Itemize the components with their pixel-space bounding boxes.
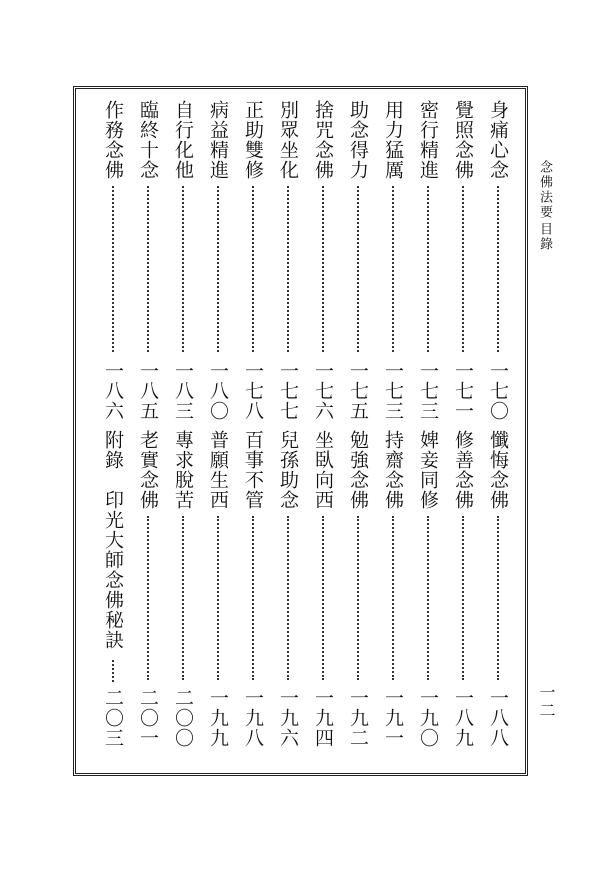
toc-entry-title: 正助雙修 <box>242 100 264 180</box>
leader-dots <box>427 516 429 680</box>
book-title: 念佛法要 <box>537 160 552 220</box>
leader-dots <box>287 186 289 352</box>
toc-entry-title: 懺悔念佛 <box>487 430 509 510</box>
toc-entry-title: 捨咒念佛 <box>312 100 334 180</box>
toc-entry-page: 二〇〇 <box>172 688 194 748</box>
toc-entry-page: 一九六 <box>277 688 299 748</box>
toc-entry-title: 助念得力 <box>347 100 369 180</box>
toc-entry-title: 密行精進 <box>417 100 439 180</box>
leader-dots <box>462 186 464 352</box>
toc-entry-page: 一七七 <box>277 361 299 421</box>
leader-dots <box>322 516 324 680</box>
leader-dots <box>357 516 359 680</box>
toc-entry-page: 一八〇 <box>207 361 229 421</box>
toc-entry-page: 一七三 <box>417 361 439 421</box>
toc-entry-page: 一九二 <box>347 688 369 748</box>
toc-entry-page: 一九一 <box>382 688 404 748</box>
toc-entry-page: 一八九 <box>452 688 474 748</box>
leader-dots <box>392 516 394 680</box>
leader-dots <box>392 186 394 352</box>
toc-entry-title: 老實念佛 <box>137 430 159 510</box>
toc-entry-page: 一七〇 <box>487 361 509 421</box>
toc-entry-page: 二〇三 <box>102 688 124 748</box>
leader-dots <box>112 660 114 682</box>
toc-entry-page: 一八八 <box>487 688 509 748</box>
leader-dots <box>112 186 114 352</box>
toc-entry-title: 覺照念佛 <box>452 100 474 180</box>
toc-entry-title: 用力猛厲 <box>382 100 404 180</box>
leader-dots <box>427 186 429 352</box>
toc-entry-page: 一九八 <box>242 688 264 748</box>
toc-entry-page: 一七一 <box>452 361 474 421</box>
toc-entry-page: 一八五 <box>137 361 159 421</box>
toc-entry-title: 普願生西 <box>207 430 229 510</box>
leader-dots <box>147 186 149 352</box>
toc-entry-title: 勉強念佛 <box>347 430 369 510</box>
toc-entry-title: 專求脫苦 <box>172 430 194 510</box>
toc-entry-title: 作務念佛 <box>102 100 124 180</box>
toc-entry-title: 百事不管 <box>242 430 264 510</box>
leader-dots <box>287 516 289 680</box>
toc-entry-title: 修善念佛 <box>452 430 474 510</box>
leader-dots <box>462 516 464 680</box>
leader-dots <box>217 516 219 680</box>
toc-entry-title: 身痛心念 <box>487 100 509 180</box>
leader-dots <box>497 186 499 352</box>
leader-dots <box>182 186 184 352</box>
toc-entry-title: 臨終十念 <box>137 100 159 180</box>
leader-dots <box>252 186 254 352</box>
toc-entry-title: 病益精進 <box>207 100 229 180</box>
toc-entry-page: 一九四 <box>312 688 334 748</box>
toc-entry-title: 坐臥向西 <box>312 430 334 510</box>
toc-entry-page: 一七三 <box>382 361 404 421</box>
toc-entry-title: 持齋念佛 <box>382 430 404 510</box>
leader-dots <box>322 186 324 352</box>
leader-dots <box>217 186 219 352</box>
toc-entry-page: 二〇一 <box>137 688 159 748</box>
section-label: 目錄 <box>537 222 552 252</box>
toc-entry-page: 一七五 <box>347 361 369 421</box>
page-number: 一二 <box>537 684 556 720</box>
leader-dots <box>147 516 149 680</box>
leader-dots <box>357 186 359 352</box>
toc-entry-page: 一七六 <box>312 361 334 421</box>
toc-entry-page: 一九〇 <box>417 688 439 748</box>
toc-entry-title: 婢妾同修 <box>417 430 439 510</box>
leader-dots <box>252 516 254 680</box>
toc-entry-page: 一八六 <box>102 361 124 421</box>
leader-dots <box>497 516 499 680</box>
toc-entry-page: 一九九 <box>207 688 229 748</box>
toc-entry-page: 一八三 <box>172 361 194 421</box>
toc-entry-title: 兒孫助念 <box>277 430 299 510</box>
toc-entry-title: 附錄 印光大師念佛秘訣 <box>102 430 124 650</box>
toc-entry-page: 一七八 <box>242 361 264 421</box>
toc-entry-title: 別眾坐化 <box>277 100 299 180</box>
toc-entry-title: 自行化他 <box>172 100 194 180</box>
leader-dots <box>182 516 184 680</box>
